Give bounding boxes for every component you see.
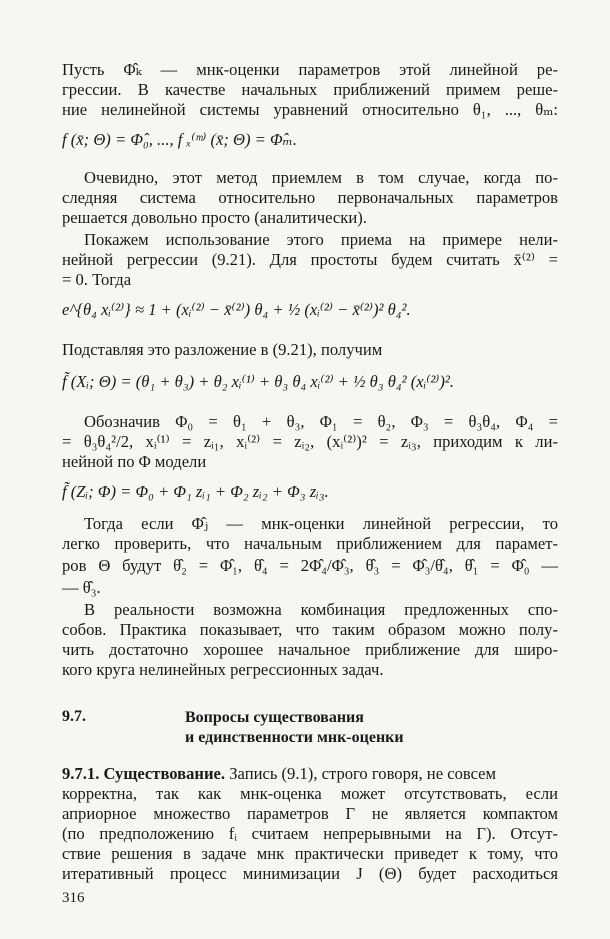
- page-number: 316: [62, 890, 85, 906]
- formula: f̃ (Zᵢ; Φ) = Φ₀ + Φ₁ zᵢ₁ + Φ₂ zᵢ₂ + Φ₃ zᵢ₃.: [62, 482, 329, 501]
- section-number: 9.7.: [62, 708, 86, 725]
- text-line: ствие решения в задаче мнк практически приведет к тому, что: [62, 844, 558, 863]
- text-line: (по предположению fᵢ считаем непрерывными на Γ). Отсут-: [62, 824, 558, 843]
- text-line: нейной по Φ модели: [62, 452, 207, 471]
- text-line: легко проверить, что начальным приближением для парамет-: [62, 534, 558, 553]
- text-line: собов. Практика показывает, что таким образом можно полу-: [62, 620, 558, 639]
- subsection-title: 9.7.1. Существование.: [62, 764, 226, 783]
- text-line: В реальности возможна комбинация предложенных спо-: [84, 600, 558, 619]
- text-line: чить достаточно хорошее начальное приближение для широ-: [62, 640, 558, 659]
- text-line: = 0. Тогда: [62, 270, 132, 289]
- text-line: грессии. В качестве начальных приближений примем реше-: [62, 80, 558, 99]
- section-title: и единственности мнк-оценки: [185, 729, 404, 746]
- text-line: итеративный процесс минимизации J (Θ) будет расходиться: [62, 864, 558, 883]
- text-line: = θ₃θ₄²/2, xᵢ⁽¹⁾ = zᵢ₁, xᵢ⁽²⁾ = zᵢ₂, (xᵢ⁽²⁾)² = zᵢ₃, приходим к ли-: [62, 432, 558, 451]
- text-line: следняя система относительно первоначальных параметров: [62, 188, 558, 207]
- text-line: ров Θ будут θ̂₂ = Φ̂₁, θ̂₄ = 2Φ̂₄/Φ̂₃, θ̂₃ = Φ̂₃/θ̂₄, θ̂₁ = Φ̂₀ —: [62, 556, 558, 575]
- subsection-text: Запись (9.1), строго говоря, не совсем: [229, 764, 497, 783]
- text-line: априорное множество параметров Γ не является компактом: [62, 804, 558, 823]
- text-line: решается довольно просто (аналитически).: [62, 208, 367, 227]
- text-line: Подставляя это разложение в (9.21), получим: [62, 340, 383, 359]
- text-line: Очевидно, этот метод приемлем в том случае, когда по-: [84, 168, 558, 187]
- formula: e^{θ₄ xᵢ⁽²⁾} ≈ 1 + (xᵢ⁽²⁾ − x̄⁽²⁾) θ₄ + ½ (xᵢ⁽²⁾ − x̄⁽²⁾)² θ₄².: [62, 300, 411, 319]
- text-line: корректна, так как мнк-оценка может отсутствовать, если: [62, 784, 558, 803]
- text-line: ние нелинейной системы уравнений относительно θ₁, ..., θₘ:: [62, 100, 558, 119]
- text-line: Обозначив Φ₀ = θ₁ + θ₃, Φ₁ = θ₂, Φ₃ = θ₃θ₄, Φ₄ =: [84, 412, 558, 431]
- text-line: — θ̂₃.: [62, 578, 101, 597]
- formula: f (x̄; Θ) = Φ̂₀, ..., f ₓ⁽ᵐ⁾ (x̄; Θ) = Φ̂ₘ.: [62, 130, 297, 149]
- text-line: Тогда если Φ̂ⱼ — мнк-оценки линейной регрессии, то: [84, 514, 558, 533]
- text-line: [62, 764, 558, 784]
- text-line: нейной регрессии (9.21). Для простоты будем считать x̄⁽²⁾ =: [62, 250, 558, 269]
- text-line: Покажем использование этого приема на примере нели-: [84, 230, 558, 249]
- text-line: Пусть Φ̂ₖ — мнк-оценки параметров этой линейной ре-: [62, 60, 558, 79]
- formula: f̃ (Xᵢ; Θ) = (θ₁ + θ₃) + θ₂ xᵢ⁽¹⁾ + θ₃ θ₄ xᵢ⁽²⁾ + ½ θ₃ θ₄² (xᵢ⁽²⁾)².: [62, 372, 455, 391]
- text-line: кого круга нелинейных регрессионных задач.: [62, 660, 384, 679]
- section-title: Вопросы существования: [185, 709, 364, 726]
